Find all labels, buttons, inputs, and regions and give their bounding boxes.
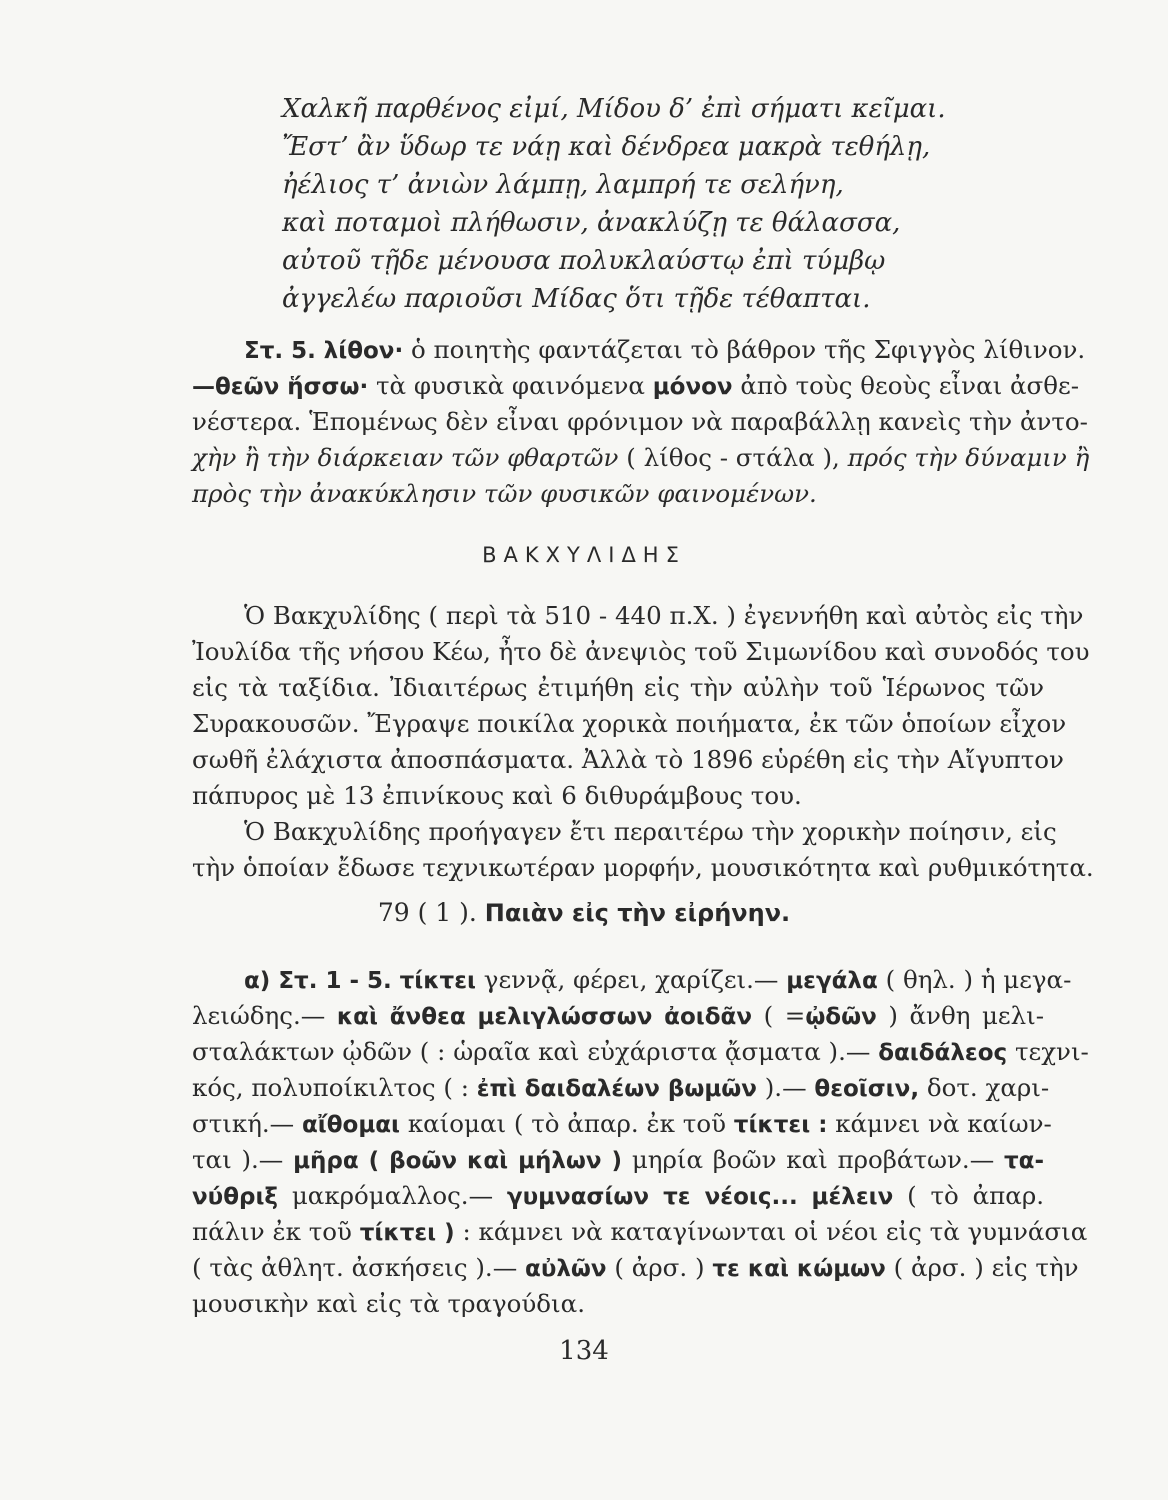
- paragraph-line: Ὁ Βακχυλίδης προήγαγεν ἔτι περαιτέρω τὴν χορικὴν ποίησιν, εἰς: [244, 817, 1057, 846]
- paragraph-line: τὴν ὁποίαν ἔδωσε τεχνικωτέραν μορφήν, μουσικότητα καὶ ρυθμικότητα.: [192, 853, 1094, 882]
- poem-number: 79 ( 1 ).: [377, 898, 477, 927]
- commentary-st5: [192, 332, 1090, 512]
- verse-reference: Στ. 5.: [244, 338, 316, 364]
- poem-line: αὐτοῦ τῇδε μένουσα πολυκλαύστῳ ἐπὶ τύμβῳ: [282, 246, 886, 276]
- verse-reference: α) Στ. 1 - 5.: [244, 968, 392, 994]
- poem-line: ἀγγελέω παριοῦσι Μίδας ὅτι τῇδε τέθαπται.: [282, 284, 871, 314]
- gloss: ) ἄνθη μελι-: [888, 1001, 1044, 1030]
- gloss: γεννᾷ, φέρει, χαρίζει.—: [483, 965, 779, 994]
- commentary-79: [192, 962, 1089, 1322]
- poem-line: Ἔστ’ ἂν ὕδωρ τε νάῃ καὶ δένδρεα μακρὰ τεθήλῃ,: [282, 132, 931, 162]
- commentary-line: [192, 332, 1086, 368]
- gloss: ( ἀρσ. ) εἰς τὴν: [893, 1253, 1079, 1282]
- lemma: λίθον·: [323, 338, 404, 364]
- gloss: : κάμνει νὰ καταγίνωνται οἱ νέοι εἰς τὰ γυμνάσια: [462, 1217, 1088, 1246]
- commentary-line: [192, 1070, 1050, 1106]
- lemma: τα-: [1003, 1148, 1044, 1174]
- lemma: τε καὶ κώμων: [712, 1256, 886, 1282]
- paragraph-line: Συρακουσῶν. Ἔγραψε ποικίλα χορικὰ ποιήματα, ἐκ τῶν ὁποίων εἶχον: [192, 709, 1067, 738]
- paragraph-line: σωθῆ ἐλάχιστα ἀποσπάσματα. Ἀλλὰ τὸ 1896 εὑρέθη εἰς τὴν Αἴγυπτον: [192, 745, 1064, 774]
- commentary-line: [192, 440, 1090, 476]
- paragraph-line: Ἰουλίδα τῆς νήσου Κέω, ἦτο δὲ ἀνεψιὸς τοῦ Σιμωνίδου καὶ συνοδός του: [192, 637, 1090, 666]
- commentary-line: [192, 998, 1044, 1034]
- commentary-line: μουσικὴν καὶ εἰς τὰ τραγούδια.: [192, 1289, 585, 1318]
- gloss: κός, πολυποίκιλτος ( :: [192, 1073, 469, 1102]
- poem-line: ἠέλιος τ’ ἀνιὼν λάμπῃ, λαμπρή τε σελήνη,: [282, 170, 844, 200]
- lemma: —θεῶν ἥσσω·: [192, 374, 369, 400]
- gloss: καίομαι ( τὸ ἀπαρ. ἐκ τοῦ: [407, 1109, 726, 1138]
- gloss: ( ἀρσ. ): [614, 1253, 705, 1282]
- commentary-line: [192, 368, 1080, 404]
- lemma: αἴθομαι: [301, 1112, 401, 1138]
- lemma: καὶ ἄνθεα μελιγλώσσων ἀοιδᾶν: [336, 1004, 753, 1030]
- lemma: δαιδάλεος: [878, 1040, 1008, 1066]
- page-number: 134: [559, 1336, 609, 1366]
- paragraph-line: πάπυρος μὲ 13 ἐπινίκους καὶ 6 διθυράμβους του.: [192, 781, 802, 810]
- lemma: μόνον: [652, 374, 733, 400]
- poem-subheading: [0, 898, 1168, 927]
- paragraph-line: Ὁ Βακχυλίδης ( περὶ τὰ 510 - 440 π.Χ. ) ἐγεννήθη καὶ αὐτὸς εἰς τὴν: [244, 601, 1084, 630]
- commentary-line: [192, 1178, 1044, 1214]
- gloss: λειώδης.—: [192, 1001, 326, 1030]
- gloss: μακρόμαλλος.—: [291, 1181, 494, 1210]
- gloss: ).—: [764, 1073, 807, 1102]
- gloss: σταλάκτων ᾠδῶν ( : ὡραῖα καὶ εὐχάριστα ᾄσματα ).—: [192, 1037, 871, 1066]
- commentary-line: πρὸς τὴν ἀνακύκλησιν τῶν φυσικῶν φαινομένων.: [192, 479, 817, 508]
- lemma: μέλειν: [811, 1184, 894, 1210]
- lemma: τίκτει ): [359, 1220, 455, 1246]
- poem-block: [282, 90, 946, 318]
- gloss: τὰ φυσικὰ φαινόμενα: [376, 371, 645, 400]
- gloss: ἀπὸ τοὺς θεοὺς εἶναι ἀσθε-: [740, 371, 1080, 400]
- gloss: χὴν ἢ τὴν διάρκειαν τῶν φθαρτῶν: [192, 443, 619, 472]
- lemma: αὐλῶν: [525, 1256, 607, 1282]
- lemma: τίκτει :: [733, 1112, 828, 1138]
- lemma: μῆρα ( βοῶν καὶ μήλων ): [293, 1148, 623, 1174]
- commentary-line: [192, 1106, 1052, 1142]
- lemma: γυμνασίων τε νέοις...: [506, 1184, 798, 1210]
- gloss: στική.—: [192, 1109, 295, 1138]
- lemma: ᾠδῶν: [805, 1004, 877, 1030]
- gloss: δοτ. χαρι-: [926, 1073, 1050, 1102]
- commentary-line: [192, 962, 1072, 998]
- section-heading: ΒΑΚΧΥΛΙΔΗΣ: [482, 543, 686, 567]
- gloss: τεχνι-: [1014, 1037, 1089, 1066]
- commentary-line: νέστερα. Ἑπομένως δὲν εἶναι φρόνιμον νὰ παραβάλλῃ κανεὶς τὴν ἀντο-: [192, 407, 1088, 436]
- lemma: νύθριξ: [192, 1184, 279, 1210]
- poem-line: καὶ ποταμοὶ πλήθωσιν, ἀνακλύζῃ τε θάλασσα,: [282, 208, 901, 238]
- lemma: ἐπὶ δαιδαλέων βωμῶν: [476, 1076, 757, 1102]
- poem-line: Χαλκῆ παρθένος εἰμί, Μίδου δ’ ἐπὶ σήματι κεῖμαι.: [282, 94, 946, 124]
- gloss: ( τὸ ἀπαρ.: [907, 1181, 1045, 1210]
- commentary-line: [192, 1214, 1088, 1250]
- commentary-line: [192, 1034, 1089, 1070]
- commentary-line: [192, 1250, 1079, 1286]
- poem-title: Παιὰν εἰς τὴν εἰρήνην.: [484, 899, 791, 927]
- gloss: ( λίθος - στάλα ),: [626, 443, 840, 472]
- gloss: πρός τὴν δύναμιν ἢ: [847, 443, 1090, 472]
- biography-block: [192, 598, 1094, 886]
- gloss: ὁ ποιητὴς φαντάζεται τὸ βάθρον τῆς Σφιγγὸς λίθινον.: [411, 335, 1086, 364]
- gloss: μηρία βοῶν καὶ προβάτων.—: [631, 1145, 995, 1174]
- gloss: ( θηλ. ) ἡ μεγα-: [885, 965, 1072, 994]
- gloss: κάμνει νὰ καίων-: [835, 1109, 1052, 1138]
- gloss: ( τὰς ἀθλητ. ἀσκήσεις ).—: [192, 1253, 518, 1282]
- commentary-line: [192, 1142, 1044, 1178]
- lemma: θεοῖσιν,: [814, 1076, 920, 1102]
- gloss: ται ).—: [192, 1145, 284, 1174]
- gloss: ( =: [763, 1001, 806, 1030]
- lemma: μεγάλα: [786, 968, 878, 994]
- gloss: πάλιν ἐκ τοῦ: [192, 1217, 352, 1246]
- lemma: τίκτει: [399, 968, 476, 994]
- paragraph-line: εἰς τὰ ταξίδια. Ἰδιαιτέρως ἐτιμήθη εἰς τὴν αὐλὴν τοῦ Ἱέρωνος τῶν: [192, 673, 1044, 702]
